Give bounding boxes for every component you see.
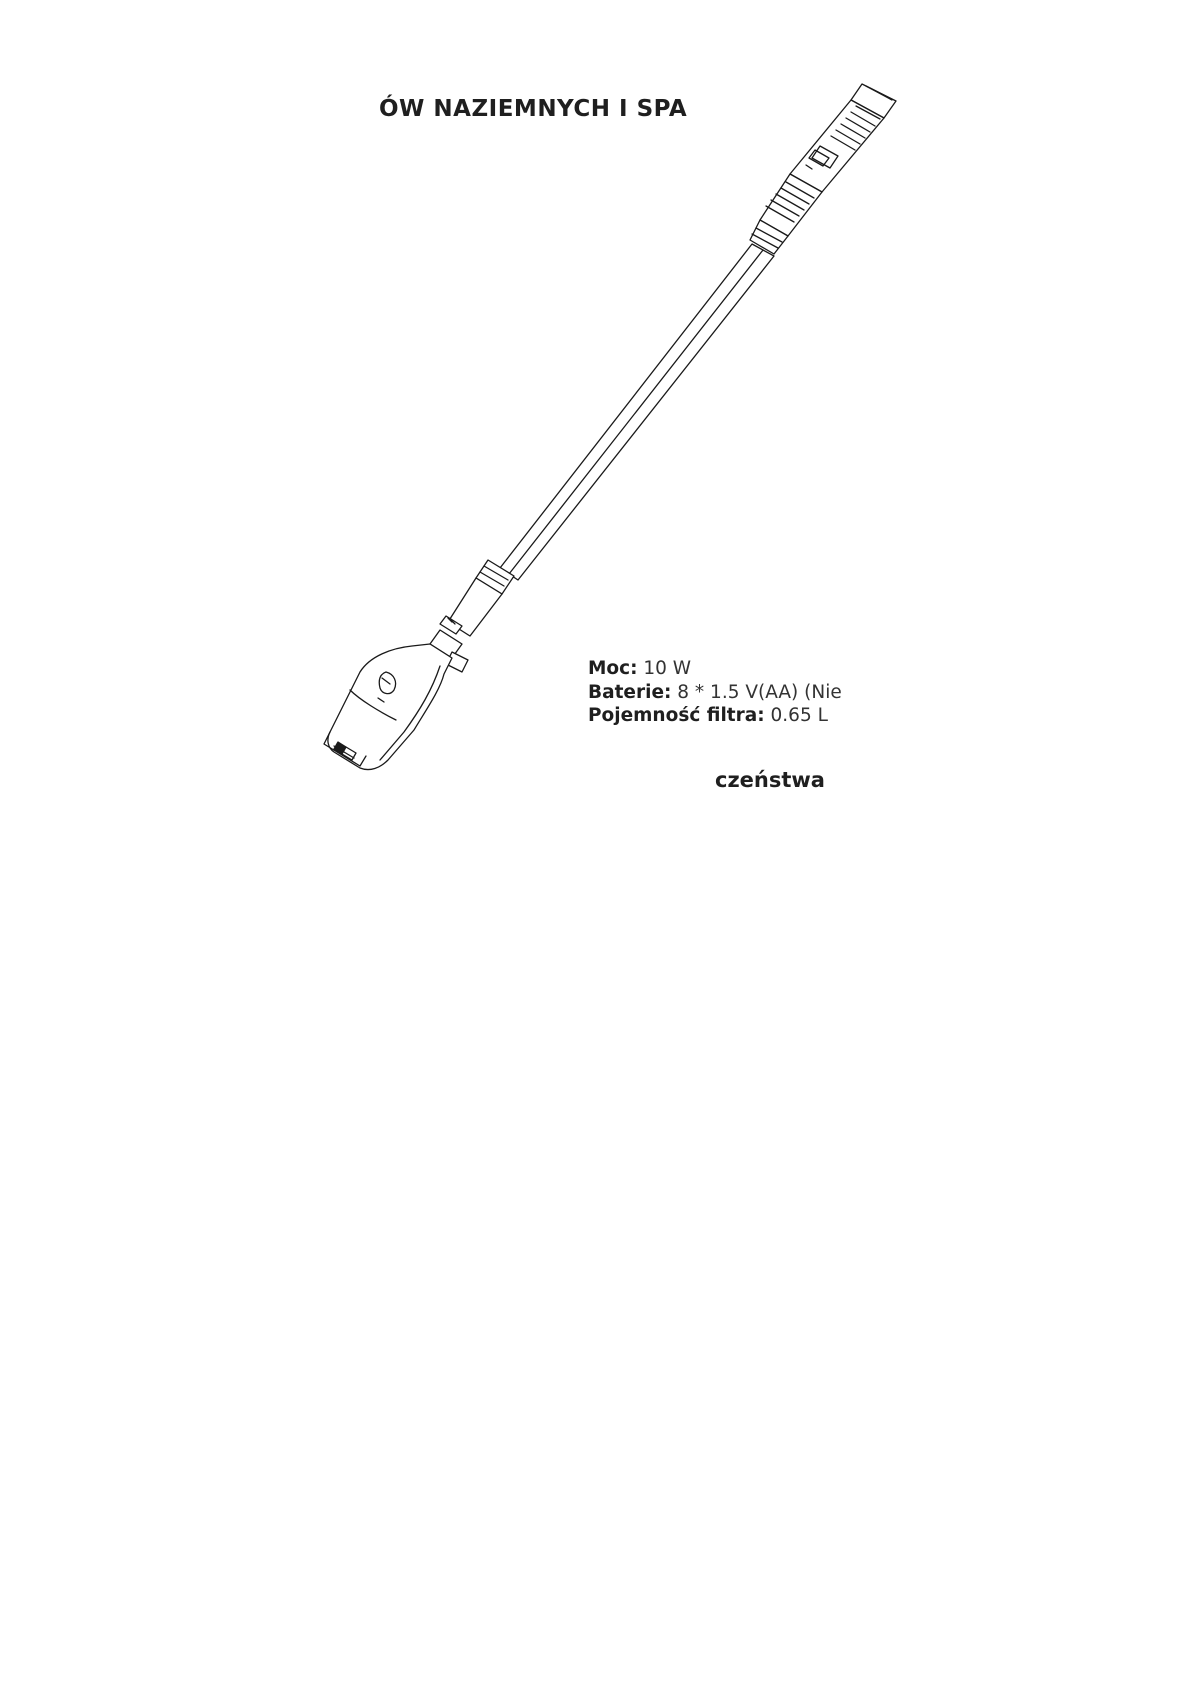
spec-label: Moc: xyxy=(588,658,638,679)
spec-row-power xyxy=(588,657,842,681)
spec-row-filter-capacity xyxy=(588,704,842,728)
section-heading: ÓW NAZIEMNYCH I SPA xyxy=(379,96,688,122)
spec-row-batteries xyxy=(588,681,842,705)
upper-coupling xyxy=(750,174,822,254)
spec-value: 0.65 L xyxy=(764,705,828,726)
handle-grip xyxy=(790,84,896,192)
spec-list xyxy=(588,657,842,728)
vacuum-head xyxy=(324,644,452,770)
telescopic-pole xyxy=(500,244,774,580)
spec-label: Pojemność filtra: xyxy=(588,705,765,726)
spec-value: 10 W xyxy=(637,658,692,679)
spec-label: Baterie: xyxy=(588,681,672,703)
spec-value: 8 * 1.5 V(AA) (Nie xyxy=(671,681,842,703)
section-subheading: czeństwa xyxy=(715,768,825,792)
